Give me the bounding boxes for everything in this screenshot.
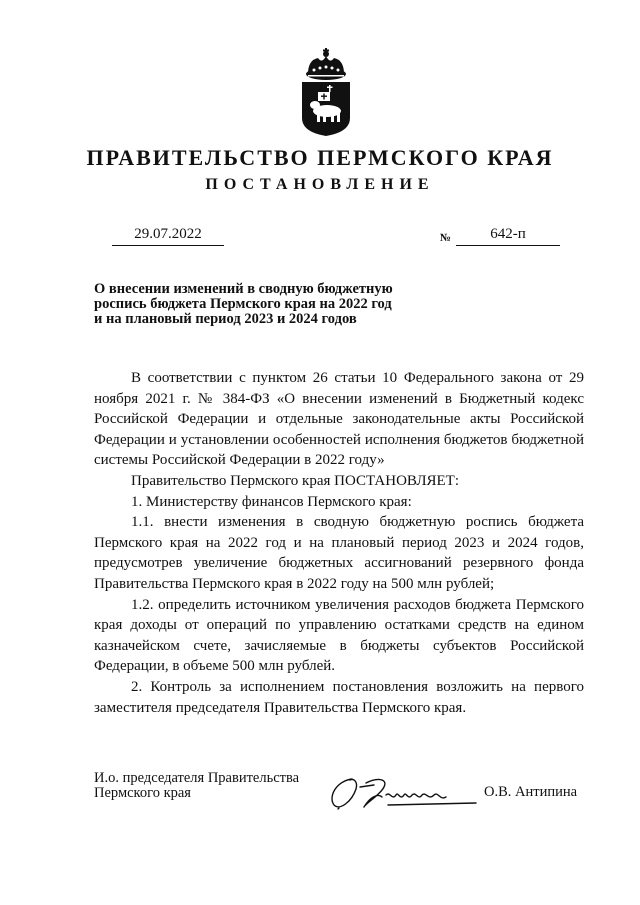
document-body bbox=[94, 368, 584, 718]
number-label: № bbox=[440, 232, 452, 244]
document-type-heading: ПОСТАНОВЛЕНИЕ bbox=[205, 176, 435, 193]
clause-2: 2. Контроль за исполнением постановления возложить на первого заместителя председателя Правительства Пермского края. bbox=[94, 678, 584, 716]
document-subject bbox=[94, 282, 434, 327]
document-number: 642-п bbox=[456, 226, 560, 246]
clause-1: 1. Министерству финансов Пермского края: bbox=[131, 493, 412, 510]
signatory-position-line: Пермского края bbox=[94, 785, 191, 801]
preamble-paragraph: В соответствии с пунктом 26 статьи 10 Федерального закона от 29 ноября 2021 г. № 384-ФЗ «О внесении изменений в Бюджетный кодекс Российской Федерации и отдельные законодательные акты Российской Федерации и установлении особенностей исполнения бюджетов бюджетной системы Российской Федерации в 2022 году» bbox=[94, 370, 584, 469]
subject-line: роспись бюджета Пермского края на 2022 год bbox=[94, 296, 392, 312]
government-title: ПРАВИТЕЛЬСТВО ПЕРМСКОГО КРАЯ bbox=[86, 145, 554, 170]
subject-line: и на плановый период 2023 и 2024 годов bbox=[94, 311, 357, 327]
signatory-position-line: И.о. председателя Правительства bbox=[94, 770, 300, 786]
signatory-position bbox=[94, 771, 324, 801]
clause-1-2: 1.2. определить источником увеличения расходов бюджета Пермского края доходы от операций по управлению остатками средств на едином казначейском счете, зачисляемые в бюджеты субъектов Российской Федерации, в объеме 500 млн рублей. bbox=[94, 596, 584, 675]
handwritten-signature-icon bbox=[326, 773, 486, 813]
clause-1-1: 1.1. внести изменения в сводную бюджетную роспись бюджета Пермского края на 2022 год и на плановый период 2023 и 2024 годов, предусмотрев увеличение бюджетных ассигнований резервного фонда Правительства Пермского края в 2022 году на 500 млн рублей; bbox=[94, 514, 584, 592]
signatory-name: О.В. Антипина bbox=[484, 784, 578, 800]
document-date: 29.07.2022 bbox=[112, 226, 224, 246]
perm-krai-coat-of-arms-icon bbox=[296, 48, 356, 136]
subject-line: О внесении изменений в сводную бюджетную bbox=[94, 281, 393, 297]
resolution-paragraph: Правительство Пермского края ПОСТАНОВЛЯЕТ: bbox=[131, 472, 460, 489]
